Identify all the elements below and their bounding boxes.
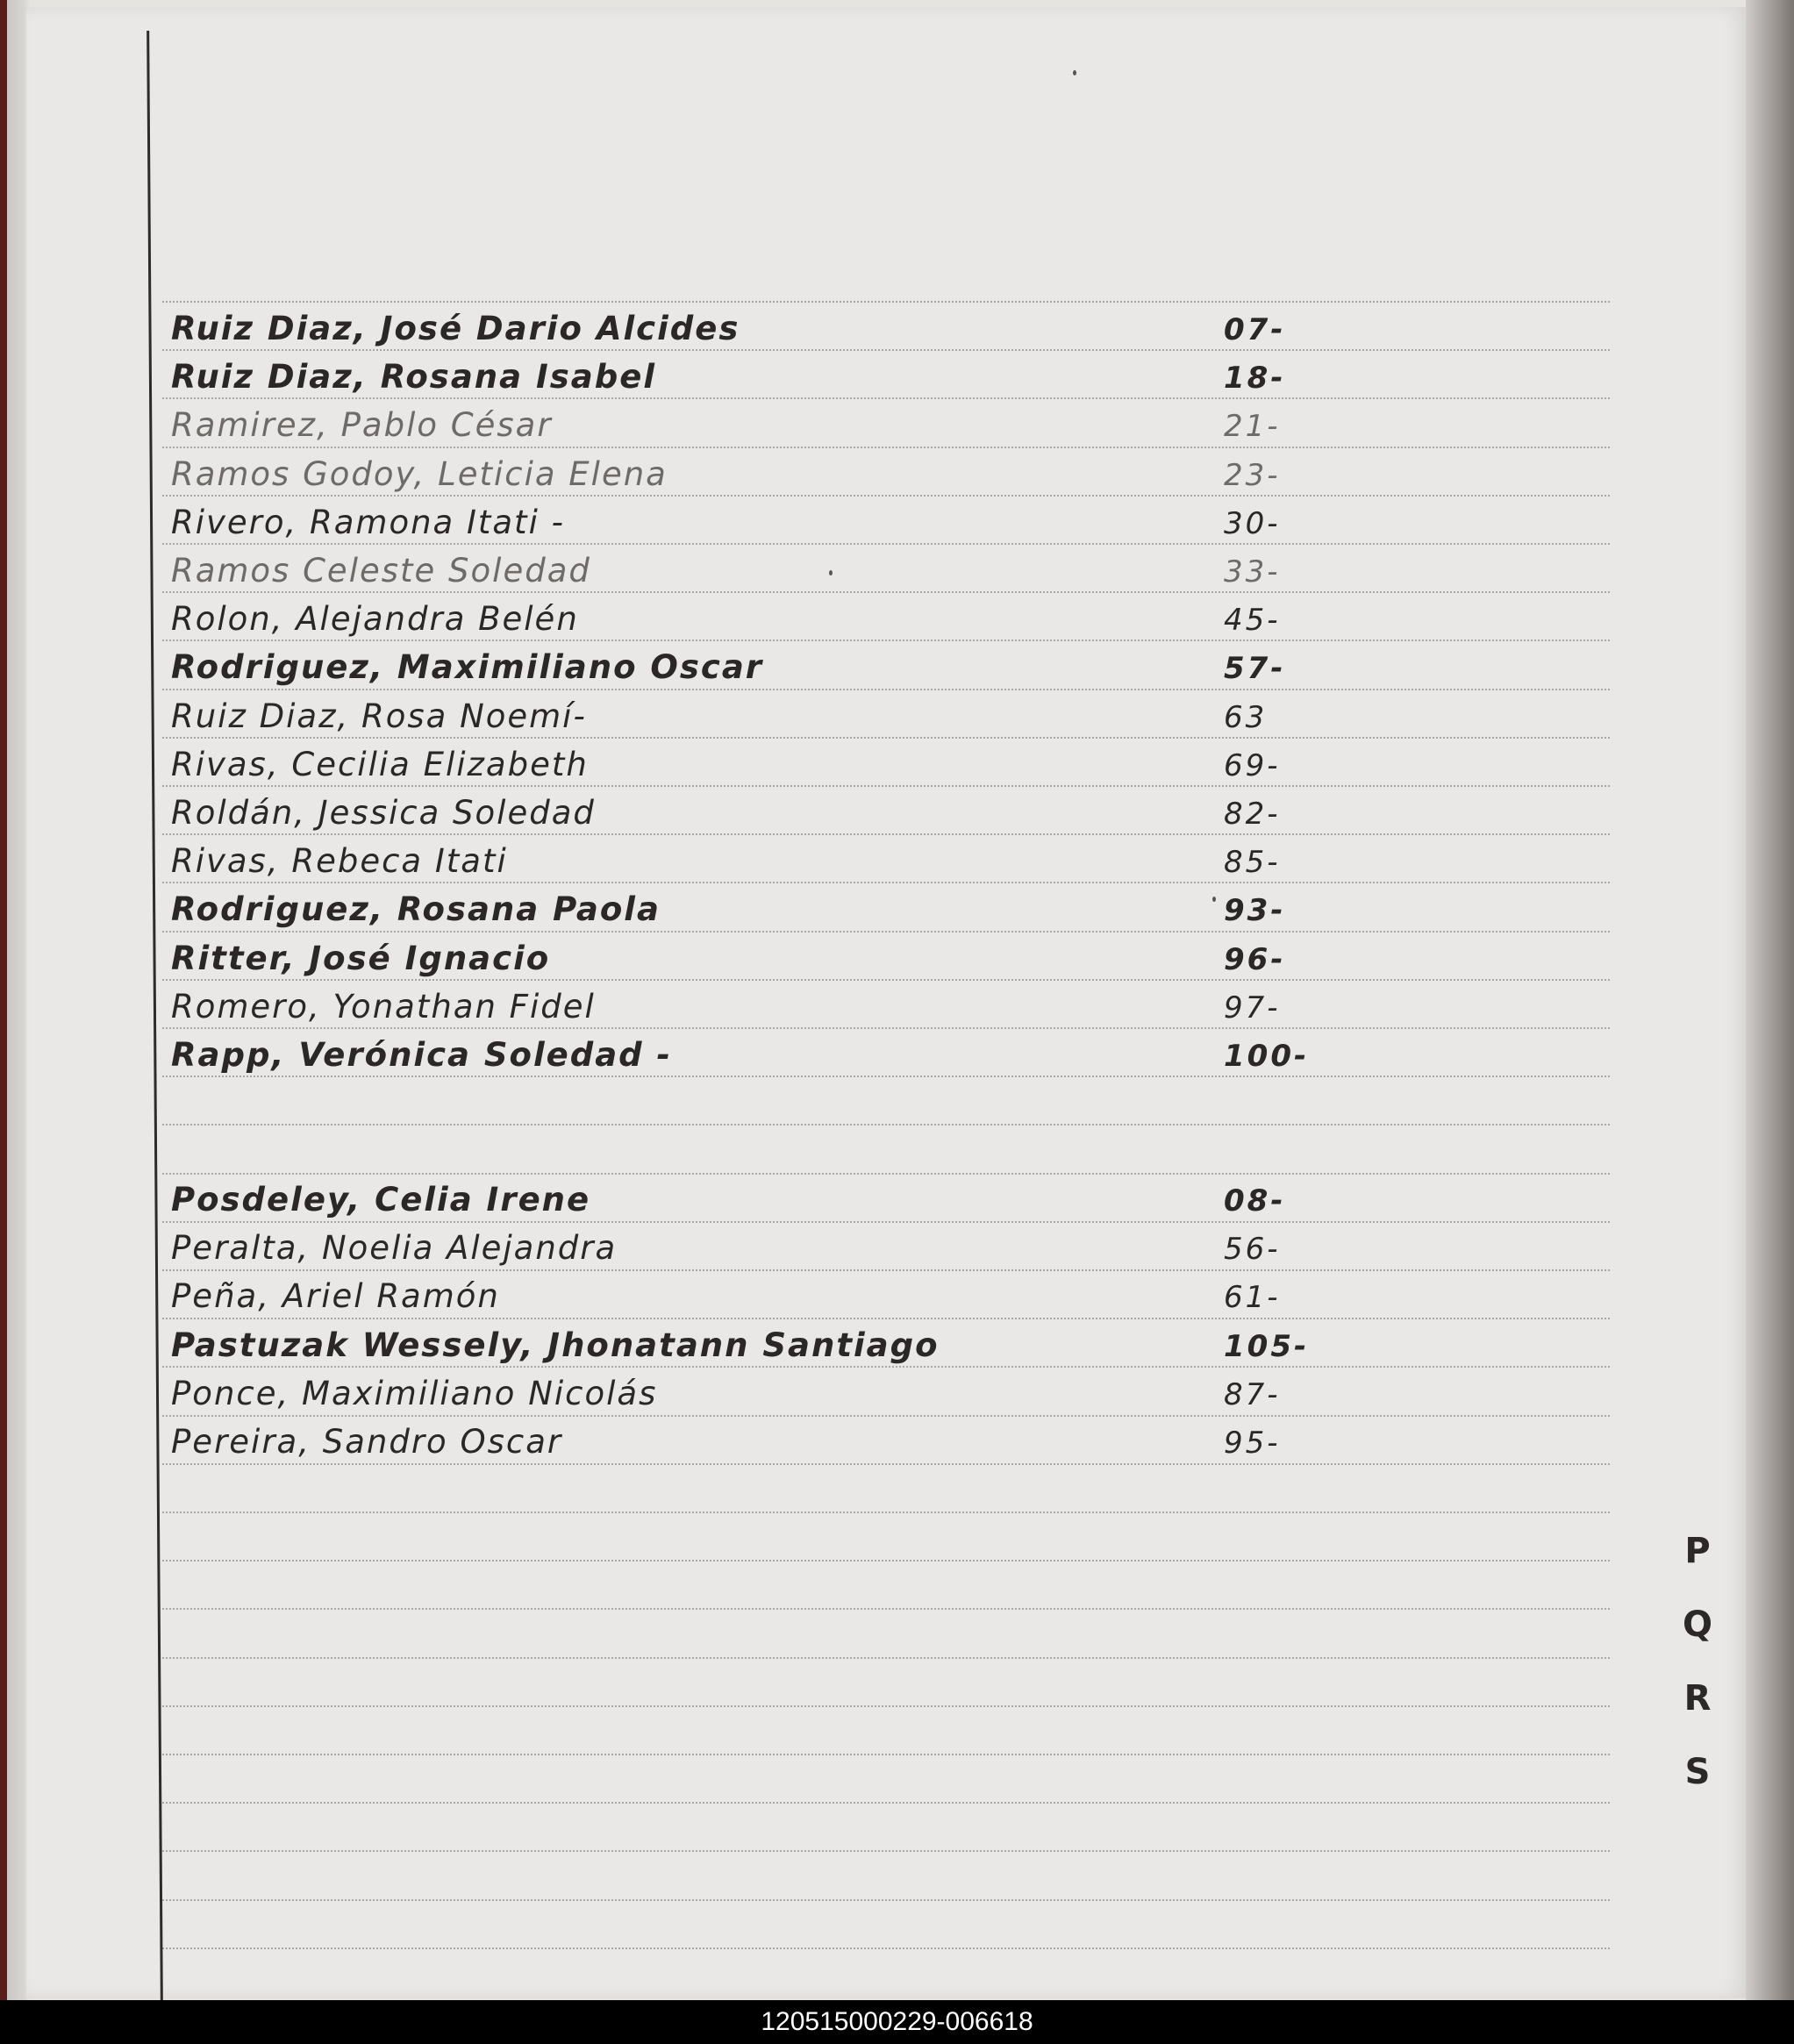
ruled-line [162,1512,1610,1513]
list-entry [162,841,1566,885]
entry-name: Romero, Yonathan Fidel [171,988,596,1026]
entry-number: 56- [1224,1232,1281,1267]
page-edge [1746,0,1794,2000]
index-letter-p: P [1684,1531,1711,1571]
list-entry [162,551,1566,595]
entry-number: 97- [1224,990,1281,1026]
entry-number: 18- [1224,361,1286,396]
list-entry [162,745,1566,789]
list-entry [162,1374,1566,1418]
list-entry [162,503,1566,547]
entry-name: Peralta, Noelia Alejandra [171,1229,618,1267]
list-entry [162,697,1566,740]
entry-number: 85- [1224,845,1281,880]
entry-number: 57- [1224,651,1286,686]
entry-number: 93- [1224,893,1286,928]
ruled-line [162,301,1610,303]
index-letter-r: R [1683,1678,1712,1719]
entry-number: 07- [1224,312,1286,347]
entry-name: Rodriguez, Maximiliano Oscar [171,648,764,686]
ruled-line [162,1705,1610,1707]
entry-number: 61- [1224,1280,1281,1315]
entry-number: 30- [1224,506,1281,541]
entry-name: Pereira, Sandro Oscar [171,1423,563,1461]
entry-number: 21- [1224,409,1281,444]
scan-footer-id: 120515000229-006618 [0,2000,1794,2044]
entry-number: 96- [1224,942,1286,977]
ruled-line [162,1560,1610,1562]
list-entry [162,793,1566,837]
list-entry [162,599,1566,643]
ruled-line [162,1802,1610,1804]
list-entry [162,309,1566,353]
entry-name: Peña, Ariel Ramón [171,1277,500,1315]
speck [1073,70,1076,75]
list-entry [162,405,1566,449]
index-letter-s: S [1684,1752,1711,1792]
ruled-line [162,1124,1610,1126]
entry-name: Ramirez, Pablo César [171,406,553,444]
list-entry [162,1035,1566,1079]
entry-number: 08- [1224,1183,1286,1219]
entry-name: Rodriguez, Rosana Paola [171,890,661,928]
ruled-line [162,1948,1610,1949]
ruled-line [162,1608,1610,1610]
entry-number: 82- [1224,797,1281,832]
entry-number: 45- [1224,603,1281,638]
entry-name: Rolon, Alejandra Belén [171,600,579,638]
entry-name: Roldán, Jessica Soledad [171,794,596,832]
entry-number: 63 [1224,700,1268,735]
entry-number: 100- [1224,1039,1310,1074]
entry-number: 95- [1224,1426,1281,1461]
entry-name: Rapp, Verónica Soledad - [171,1036,672,1074]
list-entry [162,1180,1566,1224]
entry-name: Ramos Godoy, Leticia Elena [171,455,668,493]
list-entry [162,1326,1566,1369]
entry-name: Ruiz Diaz, Rosana Isabel [171,358,657,396]
entry-name: Rivas, Rebeca Itati [171,842,508,880]
entry-name: Ponce, Maximiliano Nicolás [171,1375,658,1412]
list-entry [162,454,1566,498]
entry-name: Pastuzak Wessely, Jhonatann Santiago [171,1326,940,1364]
entry-number: 33- [1224,554,1281,590]
list-entry [162,939,1566,983]
ruled-line [162,1173,1610,1175]
index-letters [1680,1531,1715,1826]
entry-name: Posdeley, Celia Irene [171,1181,591,1219]
ruled-line [162,1754,1610,1755]
list-entry [162,987,1566,1031]
list-entry [162,1276,1566,1320]
entry-name: Ruiz Diaz, Rosa Noemí- [171,697,587,735]
entry-name: Ritter, José Ignacio [171,940,551,977]
list-entry [162,357,1566,401]
ruled-line [162,1899,1610,1901]
ruled-line [162,1657,1610,1659]
list-entry [162,1228,1566,1272]
entry-number: 105- [1224,1329,1310,1364]
list-entry [162,647,1566,691]
entry-name: Rivas, Cecilia Elizabeth [171,746,589,783]
list-entry [162,1422,1566,1466]
list-entry [162,890,1566,933]
entry-name: Ramos Celeste Soledad [171,552,591,590]
index-letter-q: Q [1682,1604,1712,1645]
entry-number: 69- [1224,748,1281,783]
ruled-line [162,1850,1610,1852]
entry-number: 87- [1224,1377,1281,1412]
entry-name: Rivero, Ramona Itati - [171,504,565,541]
entry-name: Ruiz Diaz, José Dario Alcides [171,310,740,347]
entry-number: 23- [1224,458,1281,493]
